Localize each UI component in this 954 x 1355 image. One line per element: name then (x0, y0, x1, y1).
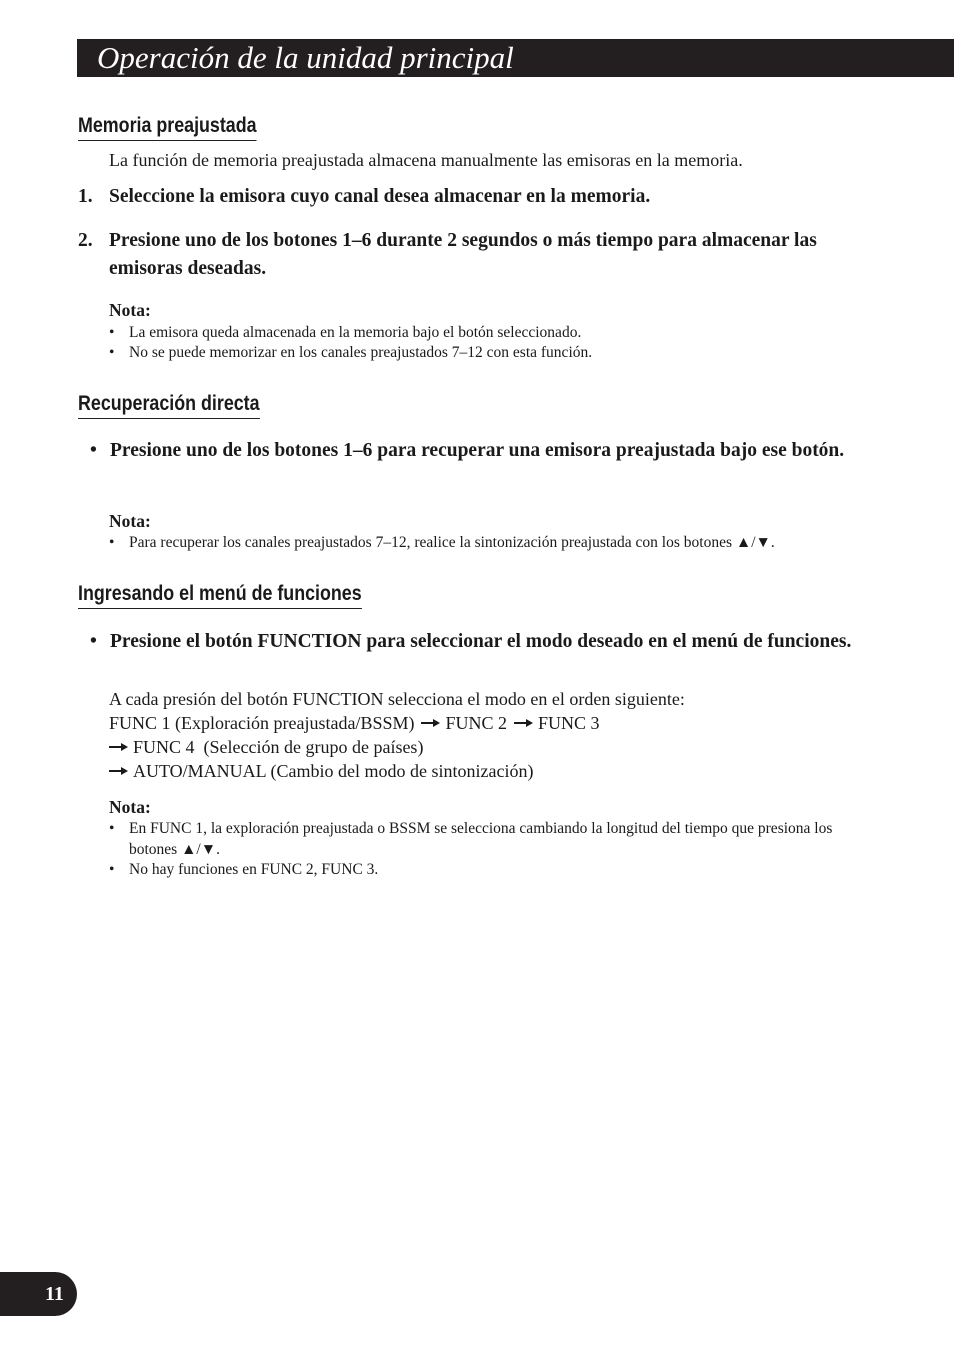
section-heading-recuperacion: Recuperación directa (78, 391, 260, 419)
step-text: Seleccione la emisora cuyo canal desea almacenar en la memoria. (109, 186, 651, 207)
page-title: Operación de la unidad principal (97, 40, 514, 75)
note-text: La emisora queda almacenada en la memoria bajo el botón seleccionado. (129, 324, 582, 341)
right-arrow-icon (514, 718, 532, 728)
func-sequence-line-1 (109, 711, 600, 735)
note-text: No hay funciones en FUNC 2, FUNC 3. (129, 861, 379, 878)
bullet-glyph: • (90, 440, 97, 461)
bullet-glyph: • (109, 534, 115, 551)
right-arrow-icon (421, 718, 439, 728)
right-arrow-icon (109, 766, 127, 776)
bullet-glyph: • (109, 861, 115, 878)
func2-label: FUNC 2 (445, 713, 507, 733)
step-text: Presione uno de los botones 1–6 para recuperar una emisora preajustada bajo ese botón. (110, 440, 845, 461)
section-heading-memoria: Memoria preajustada (78, 113, 257, 141)
bullet-glyph: • (90, 631, 97, 652)
note-text: Para recuperar los canales preajustados 7–12, realice la sintonización preajustada con los botones ▲/▼. (129, 534, 775, 551)
note-label: Nota: (109, 511, 151, 531)
header-bar (77, 39, 954, 77)
step-number: 2. (78, 230, 93, 251)
step-number: 1. (78, 186, 93, 207)
memoria-intro: La función de memoria preajustada almacena manualmente las emisoras en la memoria. (109, 150, 743, 170)
step-text: Presione uno de los botones 1–6 durante 2 segundos o más tiempo para almacenar las emisoras deseadas. (109, 230, 817, 279)
right-arrow-icon (109, 742, 127, 752)
func3-label: FUNC 3 (537, 713, 600, 733)
bullet-glyph: • (109, 344, 115, 361)
funciones-desc: A cada presión del botón FUNCTION selecciona el modo en el orden siguiente: (109, 689, 685, 709)
page-number-badge (0, 1272, 77, 1316)
bullet-glyph: • (109, 324, 115, 341)
note-label: Nota: (109, 797, 151, 817)
section-heading-funciones: Ingresando el menú de funciones (78, 581, 362, 609)
note-text: No se puede memorizar en los canales preajustados 7–12 con esta función. (129, 344, 593, 361)
step-text: Presione el botón FUNCTION para seleccionar el modo deseado en el menú de funciones. (110, 631, 852, 652)
page-number: 11 (45, 1283, 64, 1305)
note-text: En FUNC 1, la exploración preajustada o BSSM se selecciona cambiando la longitud del tiempo que presiona los botones ▲/▼. (129, 820, 833, 858)
func-sequence-line-3 (109, 759, 533, 783)
func1-label: FUNC 1 (Exploración preajustada/BSSM) (109, 713, 415, 733)
note-label: Nota: (109, 300, 151, 320)
func-sequence-line-2 (109, 735, 423, 759)
func4-label: FUNC 4 (Selección de grupo de países) (133, 737, 424, 757)
auto-manual-label: AUTO/MANUAL (Cambio del modo de sintonización) (133, 761, 534, 781)
bullet-glyph: • (109, 820, 115, 837)
